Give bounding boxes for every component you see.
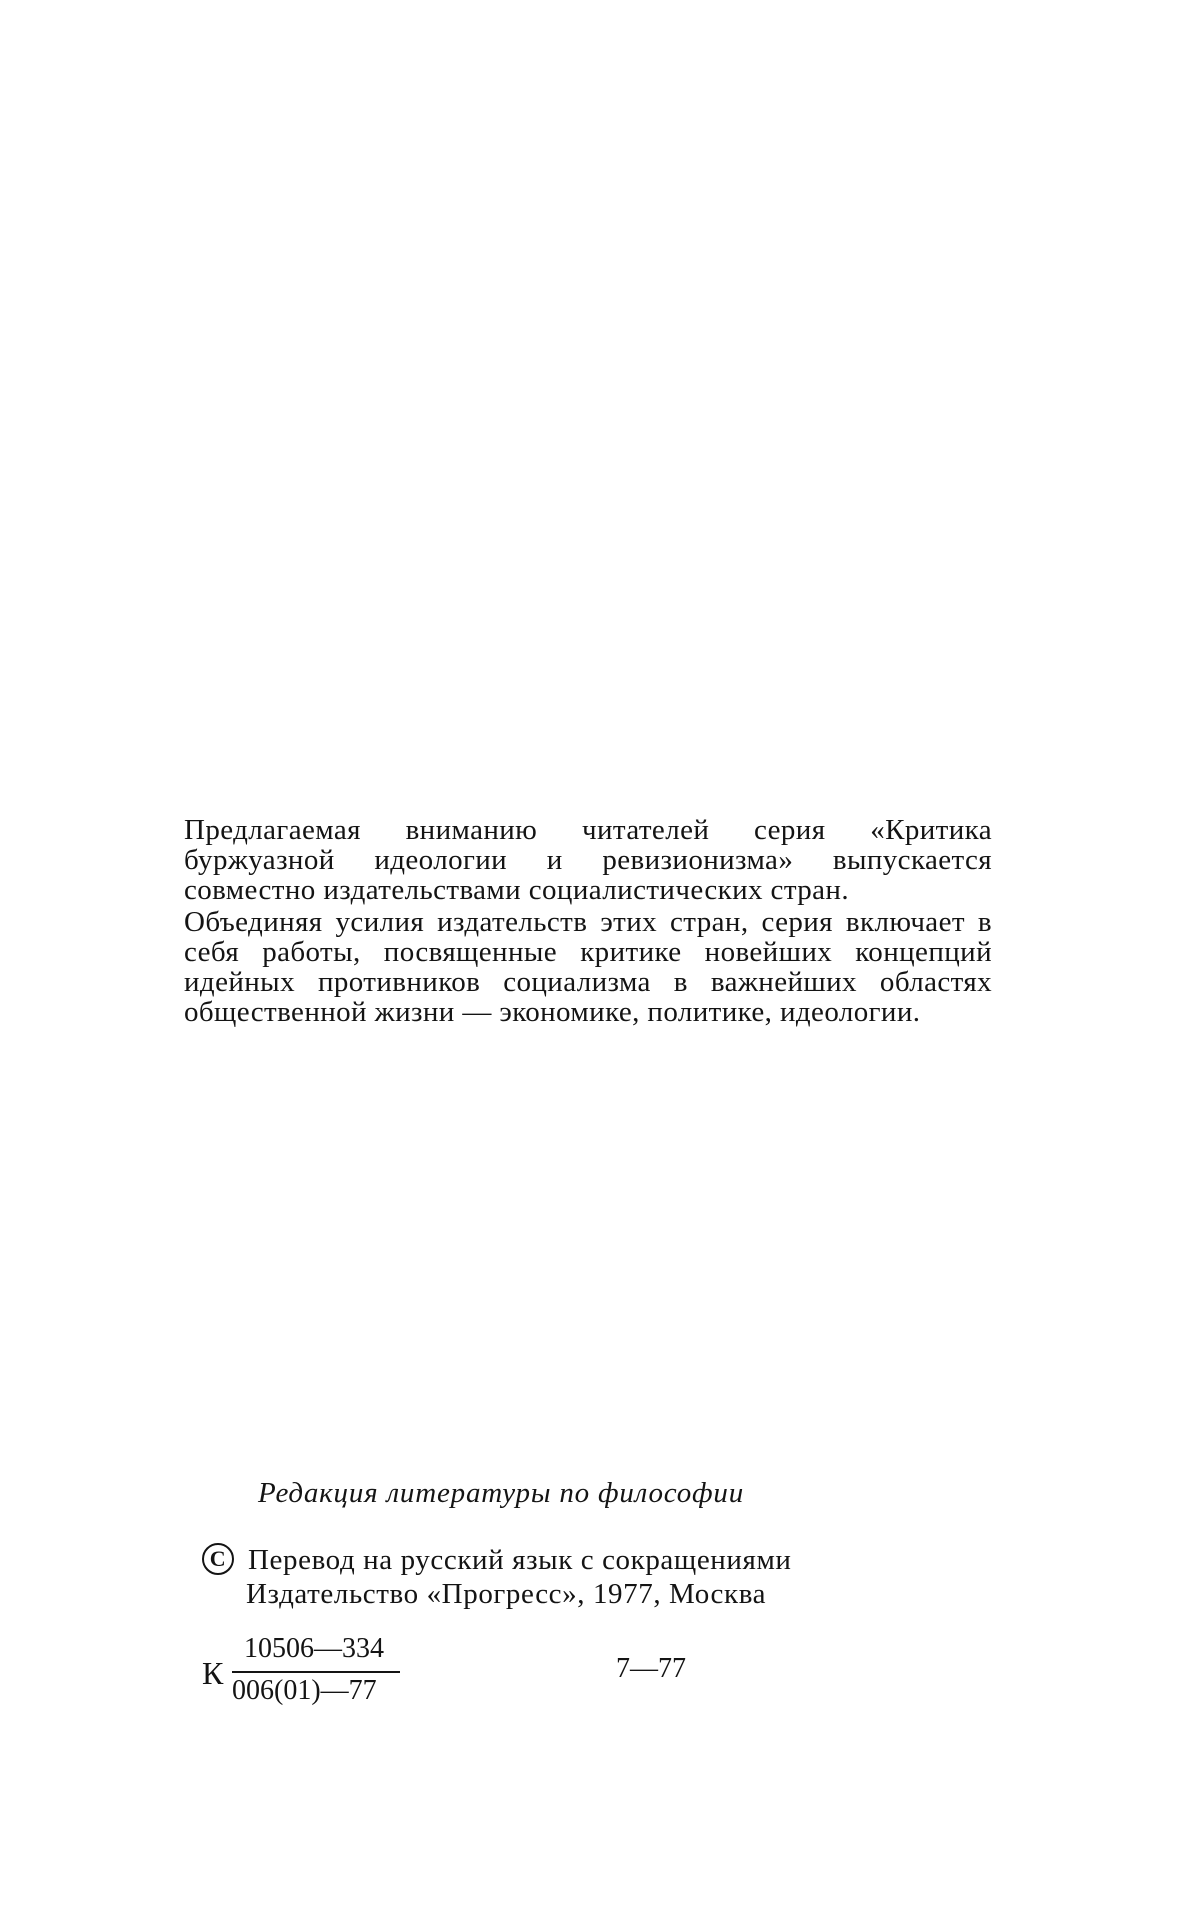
editorial-office: Редакция литературы по философии (258, 1477, 745, 1509)
copyright-icon: C (202, 1543, 234, 1575)
annotation-paragraph-1: Предлагаемая вниманию читателей серия «Критика буржуазной идеологии и ревизионизма» выпускается совместно издательствами социалистических стран. (184, 814, 992, 906)
copyright-line-1: Перевод на русский язык с сокращениями (248, 1544, 792, 1576)
series-annotation (184, 815, 992, 1027)
catalog-code-letter: К (202, 1655, 224, 1691)
annotation-paragraph-2: Объединяя усилия издательств этих стран, серия включает в себя работы, посвященные критике новейших концепций идейных противников социализма в важнейших областях общественной жизни — экономике, политике, идеологии. (184, 906, 992, 1028)
fraction-bar (232, 1671, 400, 1673)
catalog-code-fraction (232, 1633, 686, 1713)
catalog-code-suffix: 7—77 (616, 1653, 686, 1684)
copyright-line-2: Издательство «Прогресс», 1977, Москва (246, 1578, 767, 1610)
catalog-code-numerator: 10506—334 (244, 1633, 384, 1664)
catalog-code-denominator: 006(01)—77 (232, 1675, 377, 1706)
copyright-notice (202, 1543, 962, 1611)
